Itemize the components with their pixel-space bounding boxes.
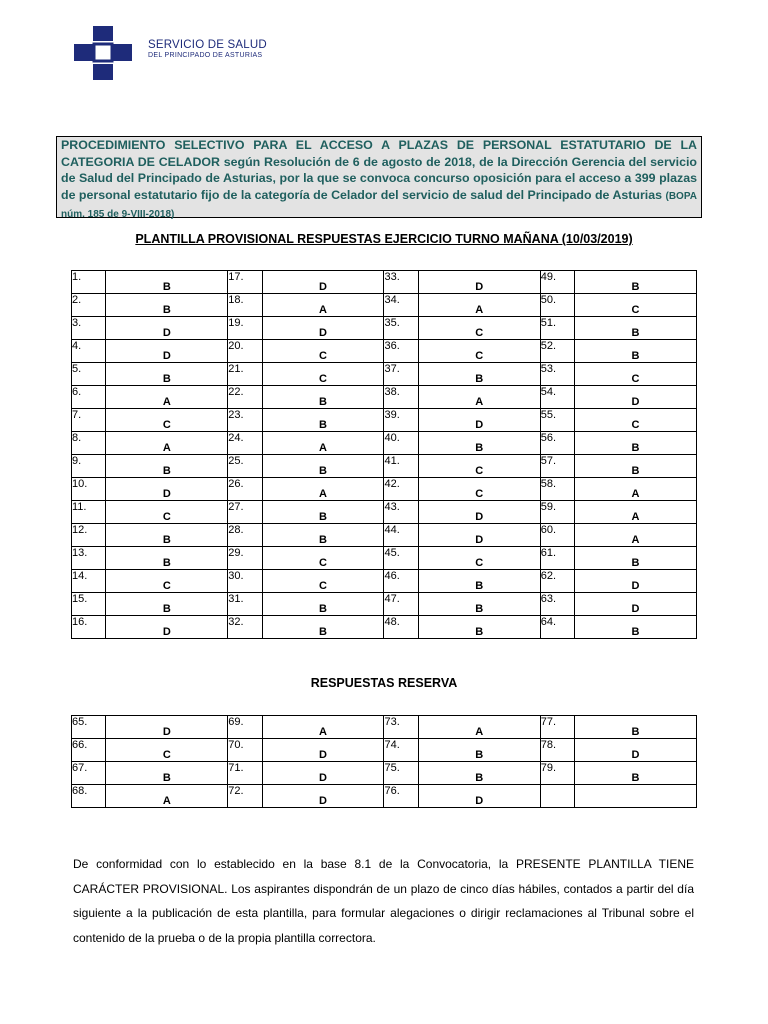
question-number: 64. [540, 616, 574, 639]
question-number: 75. [384, 762, 418, 785]
answer-letter: A [418, 716, 540, 739]
answer-letter: D [262, 762, 384, 785]
answer-letter: D [262, 739, 384, 762]
question-number: 28. [228, 524, 262, 547]
answer-letter: A [575, 478, 697, 501]
answer-letter: B [418, 616, 540, 639]
question-number: 60. [540, 524, 574, 547]
question-number: 9. [72, 455, 106, 478]
table-row [72, 524, 697, 547]
answer-letter: D [575, 386, 697, 409]
question-number: 11. [72, 501, 106, 524]
question-number: 16. [72, 616, 106, 639]
answer-letter: B [575, 340, 697, 363]
answer-letter: D [418, 271, 540, 294]
question-number: 6. [72, 386, 106, 409]
question-number: 65. [72, 716, 106, 739]
question-number: 30. [228, 570, 262, 593]
question-number: 36. [384, 340, 418, 363]
answer-letter: A [418, 294, 540, 317]
answer-letter: B [106, 294, 228, 317]
question-number: 51. [540, 317, 574, 340]
bopa-reference: (BOPA núm. 185 de 9-VIII-2018) [61, 190, 697, 220]
question-number: 61. [540, 547, 574, 570]
table-row [72, 593, 697, 616]
question-number: 20. [228, 340, 262, 363]
table-row [72, 478, 697, 501]
question-number: 3. [72, 317, 106, 340]
question-number: 22. [228, 386, 262, 409]
answer-letter: B [575, 455, 697, 478]
table-row [72, 294, 697, 317]
question-number: 59. [540, 501, 574, 524]
question-number: 7. [72, 409, 106, 432]
question-number: 68. [72, 785, 106, 808]
answer-letter: C [262, 570, 384, 593]
question-number: 58. [540, 478, 574, 501]
answer-letter: B [418, 762, 540, 785]
answer-letter: D [106, 478, 228, 501]
question-number: 23. [228, 409, 262, 432]
question-number: 35. [384, 317, 418, 340]
question-number: 39. [384, 409, 418, 432]
answer-letter: B [106, 762, 228, 785]
question-number: 70. [228, 739, 262, 762]
question-number: 13. [72, 547, 106, 570]
question-number: 69. [228, 716, 262, 739]
answers-heading: PLANTILLA PROVISIONAL RESPUESTAS EJERCICIO TURNO MAÑANA (10/03/2019) [135, 232, 633, 246]
provisional-notice-paragraph: De conformidad con lo establecido en la base 8.1 de la Convocatoria, la PRESENTE PLANTILLA TIENE CARÁCTER PROVISIONAL. Los aspirantes dispondrán de un plazo de cinco días hábiles, contados a partir del día siguiente a la publicación de esta plantilla, para formular alegaciones o dirigir reclamaciones al Tribunal sobre el contenido de la prueba o de la propia plantilla correctora. [73, 857, 694, 945]
answer-letter: B [575, 271, 697, 294]
answer-letter: C [418, 317, 540, 340]
answer-letter: A [262, 478, 384, 501]
reserve-heading: RESPUESTAS RESERVA [310, 676, 458, 690]
table-row [72, 570, 697, 593]
question-number: 18. [228, 294, 262, 317]
question-number: 4. [72, 340, 106, 363]
answer-letter: D [575, 570, 697, 593]
answer-letter: B [575, 716, 697, 739]
org-name [148, 39, 267, 59]
answer-letter: A [106, 785, 228, 808]
question-number: 74. [384, 739, 418, 762]
question-number: 47. [384, 593, 418, 616]
question-number: 56. [540, 432, 574, 455]
org-name-line1: SERVICIO DE SALUD [148, 39, 267, 51]
answer-letter: C [262, 547, 384, 570]
question-number: 31. [228, 593, 262, 616]
answer-letter: D [262, 271, 384, 294]
question-number: 53. [540, 363, 574, 386]
table-row [72, 317, 697, 340]
answer-letter: D [418, 409, 540, 432]
answer-letter: C [575, 363, 697, 386]
question-number: 24. [228, 432, 262, 455]
table-row [72, 501, 697, 524]
answer-letter: B [575, 317, 697, 340]
answer-letter: B [418, 363, 540, 386]
question-number: 21. [228, 363, 262, 386]
question-number: 1. [72, 271, 106, 294]
question-number: 40. [384, 432, 418, 455]
question-number: 27. [228, 501, 262, 524]
question-number: 62. [540, 570, 574, 593]
question-number [540, 785, 574, 808]
answer-letter: C [418, 478, 540, 501]
table-row [72, 432, 697, 455]
procedure-title-box [56, 136, 702, 218]
answers-table [71, 270, 697, 639]
question-number: 17. [228, 271, 262, 294]
answer-letter: C [106, 570, 228, 593]
answer-letter: C [106, 409, 228, 432]
answer-letter: B [106, 547, 228, 570]
question-number: 67. [72, 762, 106, 785]
question-number: 29. [228, 547, 262, 570]
question-number: 49. [540, 271, 574, 294]
question-number: 25. [228, 455, 262, 478]
answer-letter: C [106, 501, 228, 524]
question-number: 55. [540, 409, 574, 432]
answer-letter: B [575, 547, 697, 570]
answer-letter: A [418, 386, 540, 409]
question-number: 43. [384, 501, 418, 524]
answer-letter: B [106, 271, 228, 294]
answer-letter: A [575, 501, 697, 524]
answer-letter: D [262, 317, 384, 340]
answer-letter: D [106, 317, 228, 340]
question-number: 78. [540, 739, 574, 762]
answer-letter [575, 785, 697, 808]
answer-letter: D [418, 785, 540, 808]
reserve-answers-table [71, 715, 697, 808]
answer-letter: B [575, 616, 697, 639]
answer-letter: B [575, 762, 697, 785]
question-number: 8. [72, 432, 106, 455]
answer-letter: A [262, 432, 384, 455]
question-number: 48. [384, 616, 418, 639]
question-number: 2. [72, 294, 106, 317]
answer-letter: B [418, 593, 540, 616]
answer-letter: B [106, 363, 228, 386]
answer-letter: D [106, 716, 228, 739]
table-row [72, 455, 697, 478]
answer-letter: B [262, 501, 384, 524]
table-row [72, 785, 697, 808]
answer-letter: B [418, 570, 540, 593]
answer-letter: C [575, 409, 697, 432]
answer-letter: B [262, 386, 384, 409]
org-name-line2: DEL PRINCIPADO DE ASTURIAS [148, 52, 263, 59]
table-row [72, 363, 697, 386]
question-number: 41. [384, 455, 418, 478]
question-number: 76. [384, 785, 418, 808]
answer-letter: B [418, 432, 540, 455]
table-row [72, 386, 697, 409]
sespa-logo-icon [74, 26, 132, 80]
answer-letter: B [262, 455, 384, 478]
question-number: 5. [72, 363, 106, 386]
answer-letter: A [106, 432, 228, 455]
table-row [72, 616, 697, 639]
answer-letter: A [106, 386, 228, 409]
answer-letter: D [106, 340, 228, 363]
table-row [72, 739, 697, 762]
answer-letter: D [575, 739, 697, 762]
question-number: 37. [384, 363, 418, 386]
answer-letter: C [262, 363, 384, 386]
answer-letter: D [418, 524, 540, 547]
question-number: 19. [228, 317, 262, 340]
answer-letter: B [575, 432, 697, 455]
question-number: 32. [228, 616, 262, 639]
answer-letter: B [262, 616, 384, 639]
answer-letter: D [262, 785, 384, 808]
answer-letter: B [106, 455, 228, 478]
answer-letter: D [575, 593, 697, 616]
table-row [72, 547, 697, 570]
answer-letter: C [262, 340, 384, 363]
question-number: 33. [384, 271, 418, 294]
answer-letter: B [262, 409, 384, 432]
question-number: 12. [72, 524, 106, 547]
table-row [72, 271, 697, 294]
question-number: 71. [228, 762, 262, 785]
question-number: 72. [228, 785, 262, 808]
answer-letter: C [418, 547, 540, 570]
question-number: 52. [540, 340, 574, 363]
answer-letter: B [106, 593, 228, 616]
question-number: 63. [540, 593, 574, 616]
answer-letter: B [106, 524, 228, 547]
question-number: 34. [384, 294, 418, 317]
question-number: 44. [384, 524, 418, 547]
question-number: 54. [540, 386, 574, 409]
question-number: 66. [72, 739, 106, 762]
answer-letter: C [575, 294, 697, 317]
question-number: 15. [72, 593, 106, 616]
question-number: 10. [72, 478, 106, 501]
question-number: 45. [384, 547, 418, 570]
question-number: 77. [540, 716, 574, 739]
procedure-title-text: PROCEDIMIENTO SELECTIVO PARA EL ACCESO A PLAZAS DE PERSONAL ESTATUTARIO DE LA CATEGORIA DE CELADOR según Resolución de 6 de agosto de 2018, de la Dirección Gerencia del servicio de Salud del Principado de Asturias, por la que se convoca concurso oposición para el acceso a 399 plazas de personal estatutario fijo de la categoría de Celador del servicio de salud del Principado de Asturias [61, 138, 697, 202]
answer-letter: C [106, 739, 228, 762]
answer-letter: C [418, 340, 540, 363]
answer-letter: B [418, 739, 540, 762]
table-row [72, 716, 697, 739]
question-number: 26. [228, 478, 262, 501]
table-row [72, 409, 697, 432]
answer-letter: D [106, 616, 228, 639]
question-number: 46. [384, 570, 418, 593]
question-number: 14. [72, 570, 106, 593]
answer-letter: A [575, 524, 697, 547]
question-number: 57. [540, 455, 574, 478]
answer-letter: A [262, 294, 384, 317]
answer-letter: A [262, 716, 384, 739]
answer-letter: B [262, 524, 384, 547]
question-number: 50. [540, 294, 574, 317]
question-number: 38. [384, 386, 418, 409]
table-row [72, 762, 697, 785]
question-number: 42. [384, 478, 418, 501]
question-number: 73. [384, 716, 418, 739]
table-row [72, 340, 697, 363]
question-number: 79. [540, 762, 574, 785]
answer-letter: C [418, 455, 540, 478]
answer-letter: D [418, 501, 540, 524]
answer-letter: B [262, 593, 384, 616]
